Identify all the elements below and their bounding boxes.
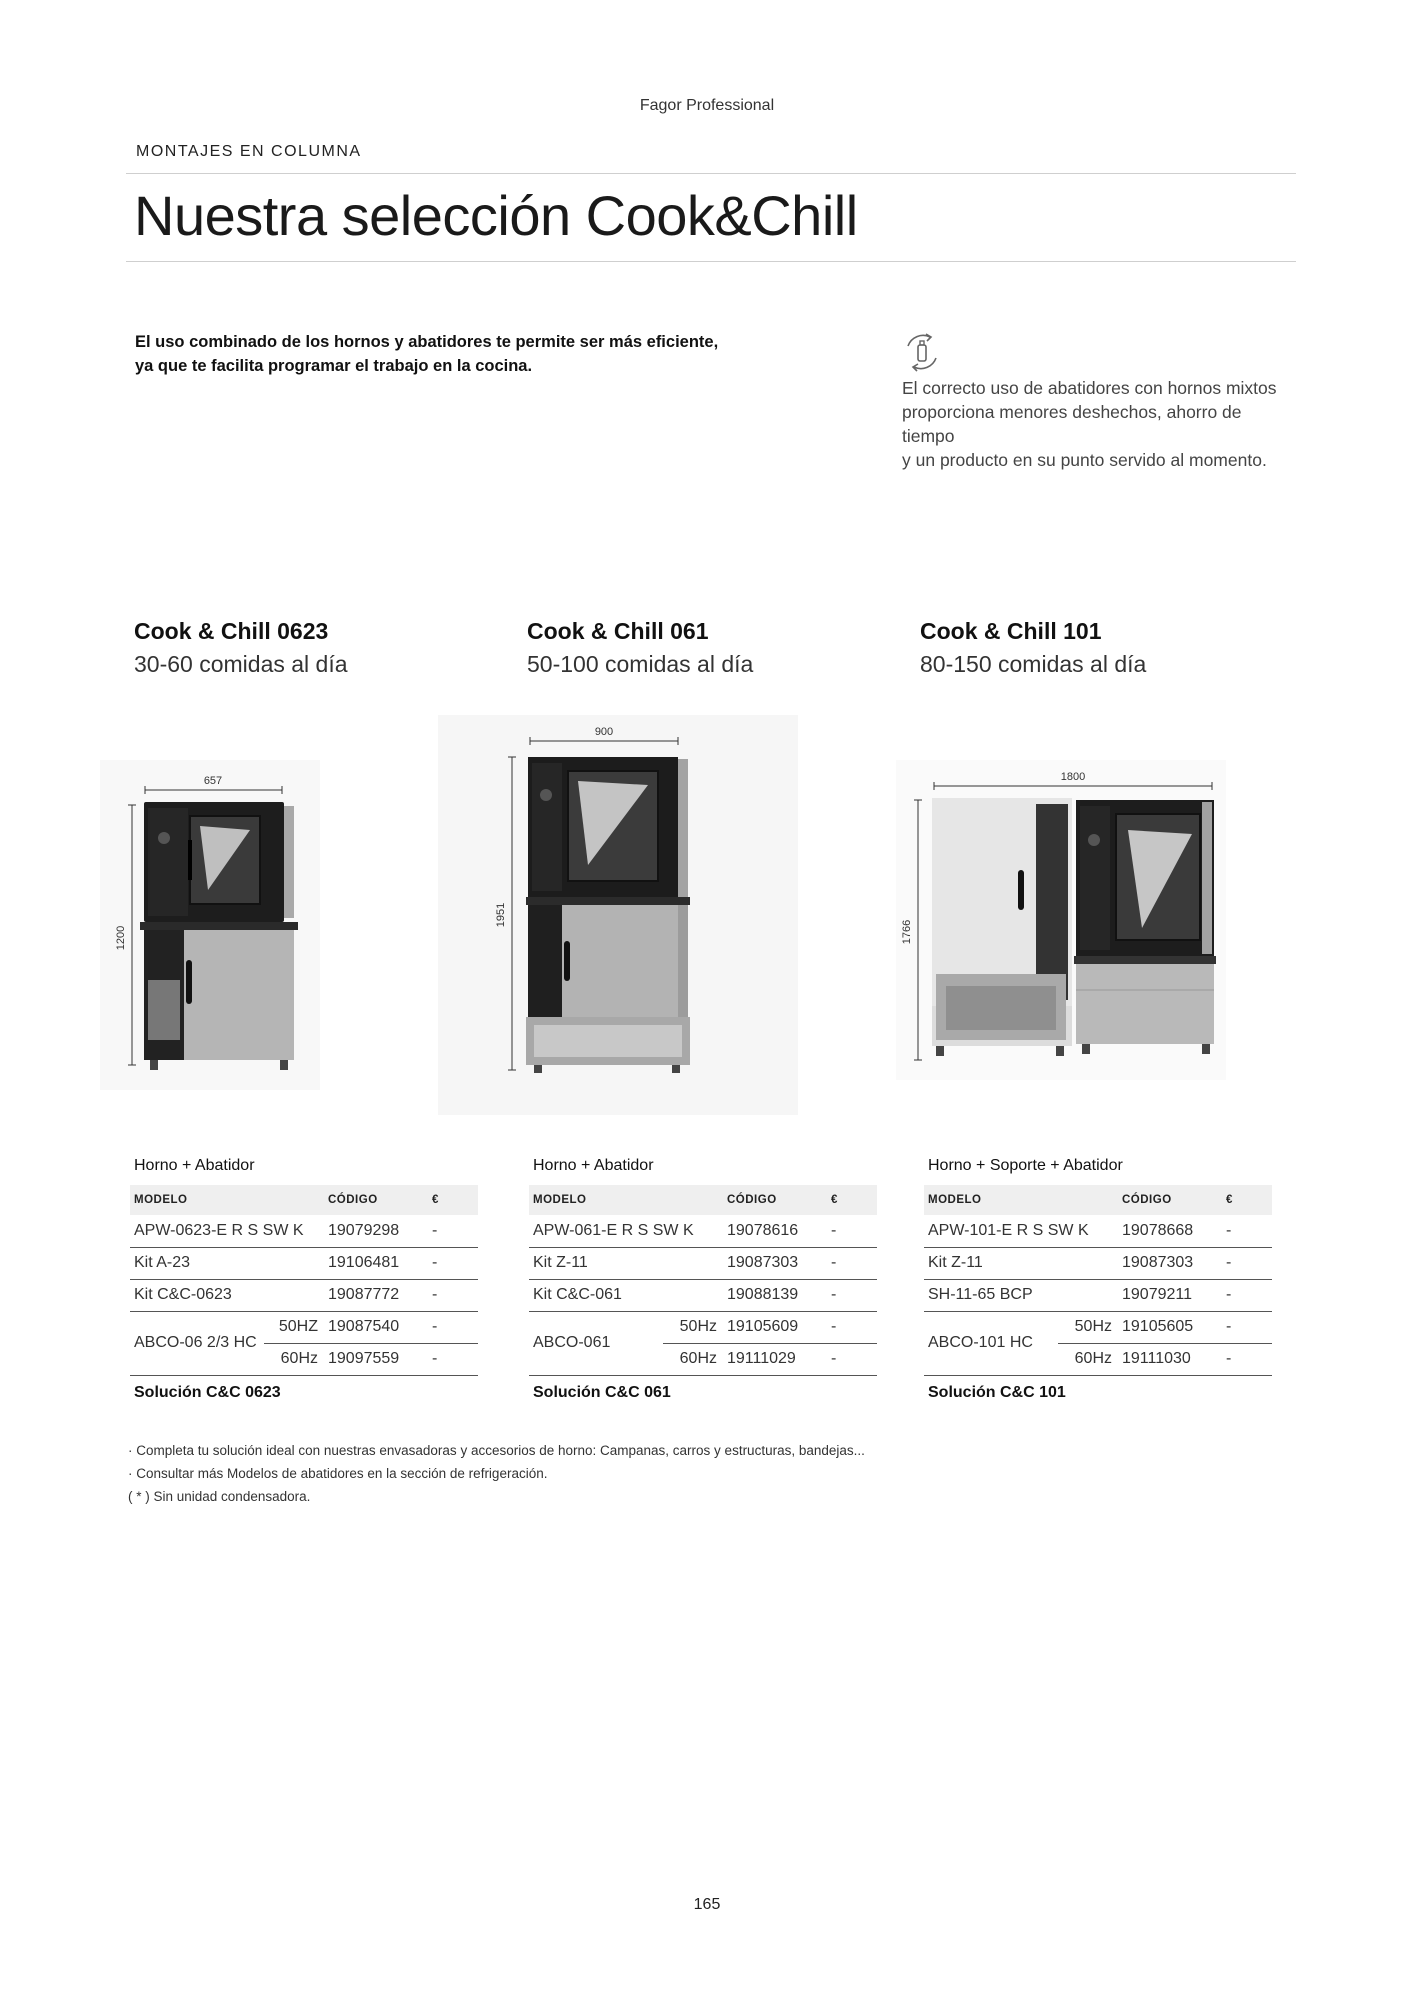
- product-capacity: 50-100 comidas al día: [527, 651, 754, 677]
- side-line: El correcto uso de abatidores con hornos mixtos: [902, 378, 1277, 398]
- page-title: Nuestra selección Cook&Chill: [134, 184, 858, 247]
- frequency-cell: 50Hz: [663, 1311, 723, 1343]
- product-capacity: 80-150 comidas al día: [920, 651, 1147, 677]
- code-cell: 19111029: [723, 1343, 827, 1375]
- model-cell: Kit C&C-0623: [130, 1279, 324, 1311]
- intro-line: ya que te facilita programar el trabajo en la cocina.: [135, 357, 533, 375]
- table-row: [130, 1247, 478, 1279]
- product-table-0623: [130, 1155, 478, 1402]
- table-row: [529, 1215, 877, 1247]
- solution-label: Solución C&C 101: [928, 1383, 1066, 1401]
- height-dimension-label: 1766: [901, 919, 913, 945]
- column-header-model: MODELO: [529, 1185, 723, 1215]
- brand-header: Fagor Professional: [639, 97, 775, 114]
- code-cell: 19087303: [723, 1247, 827, 1279]
- frequency-cell: 50HZ: [264, 1311, 324, 1343]
- model-cell: Kit A-23: [130, 1247, 324, 1279]
- table-row: [924, 1279, 1272, 1311]
- title-divider: [126, 261, 1296, 262]
- model-cell: ABCO-06 2/3 HC: [130, 1311, 264, 1375]
- footnote: · Completa tu solución ideal con nuestras envasadoras y accesorios de horno: Campanas, carros y estructuras, bandejas...: [128, 1443, 865, 1458]
- code-cell: 19079298: [324, 1215, 428, 1247]
- table-row: [529, 1279, 877, 1311]
- product-name: Cook & Chill 061: [527, 618, 709, 644]
- table-row: [130, 1279, 478, 1311]
- price-cell: -: [827, 1343, 877, 1375]
- table-row: [130, 1311, 478, 1343]
- code-cell: 19111030: [1118, 1343, 1222, 1375]
- width-dimension-label: 900: [594, 726, 614, 738]
- frequency-cell: 60Hz: [663, 1343, 723, 1375]
- frequency-cell: 50Hz: [1058, 1311, 1118, 1343]
- price-cell: -: [428, 1343, 478, 1375]
- footnotes: [128, 1439, 865, 1508]
- model-cell: APW-0623-E R S SW K: [130, 1215, 324, 1247]
- table-row: [529, 1247, 877, 1279]
- product-heading-061: [527, 618, 887, 678]
- width-dimension-label: 657: [203, 775, 223, 787]
- section-label: MONTAJES EN COLUMNA: [136, 143, 362, 160]
- price-cell: -: [1222, 1215, 1272, 1247]
- height-dimension-label: 1200: [115, 925, 127, 951]
- column-header-model: MODELO: [130, 1185, 324, 1215]
- frequency-cell: 60Hz: [1058, 1343, 1118, 1375]
- code-cell: 19087540: [324, 1311, 428, 1343]
- code-cell: 19106481: [324, 1247, 428, 1279]
- product-name: Cook & Chill 101: [920, 618, 1102, 644]
- table-title: Horno + Soporte + Abatidor: [928, 1157, 1123, 1174]
- product-capacity: 30-60 comidas al día: [134, 651, 348, 677]
- model-cell: ABCO-101 HC: [924, 1311, 1058, 1375]
- top-divider: [126, 173, 1296, 174]
- table-row: [924, 1215, 1272, 1247]
- solution-label: Solución C&C 061: [533, 1383, 671, 1401]
- product-photo-0623: [100, 760, 320, 1090]
- price-cell: -: [827, 1311, 877, 1343]
- code-cell: 19078668: [1118, 1215, 1222, 1247]
- model-cell: Kit C&C-061: [529, 1279, 723, 1311]
- model-cell: SH-11-65 BCP: [924, 1279, 1118, 1311]
- price-cell: -: [428, 1247, 478, 1279]
- model-cell: APW-061-E R S SW K: [529, 1215, 723, 1247]
- price-cell: -: [428, 1311, 478, 1343]
- model-cell: Kit Z-11: [529, 1247, 723, 1279]
- price-cell: -: [827, 1279, 877, 1311]
- price-cell: -: [1222, 1279, 1272, 1311]
- width-dimension-label: 1800: [1060, 771, 1086, 783]
- table-title: Horno + Abatidor: [134, 1157, 255, 1174]
- price-cell: -: [827, 1215, 877, 1247]
- product-table-061: [529, 1155, 877, 1402]
- column-header-code: CÓDIGO: [324, 1185, 428, 1215]
- code-cell: 19087303: [1118, 1247, 1222, 1279]
- product-photo-061: [438, 715, 798, 1115]
- price-cell: -: [428, 1279, 478, 1311]
- product-heading-0623: [134, 618, 494, 678]
- code-cell: 19087772: [324, 1279, 428, 1311]
- price-cell: -: [1222, 1343, 1272, 1375]
- code-cell: 19105605: [1118, 1311, 1222, 1343]
- price-cell: -: [827, 1247, 877, 1279]
- footnote: · Consultar más Modelos de abatidores en la sección de refrigeración.: [128, 1466, 548, 1481]
- frequency-cell: 60Hz: [264, 1343, 324, 1375]
- code-cell: 19088139: [723, 1279, 827, 1311]
- product-photo-101: [896, 760, 1226, 1080]
- table-row: [924, 1247, 1272, 1279]
- side-text: [902, 376, 1292, 472]
- code-cell: 19079211: [1118, 1279, 1222, 1311]
- code-cell: 19078616: [723, 1215, 827, 1247]
- side-line: y un producto en su punto servido al momento.: [902, 450, 1267, 470]
- product-table-101: [924, 1155, 1272, 1402]
- column-header-price: €: [827, 1185, 877, 1215]
- height-dimension-label: 1951: [495, 902, 507, 928]
- product-heading-101: [920, 618, 1280, 678]
- table-row: [924, 1311, 1272, 1343]
- solution-label: Solución C&C 0623: [134, 1383, 281, 1401]
- product-name: Cook & Chill 0623: [134, 618, 329, 644]
- price-cell: -: [428, 1215, 478, 1247]
- table-row: [529, 1311, 877, 1343]
- code-cell: 19097559: [324, 1343, 428, 1375]
- table-title: Horno + Abatidor: [533, 1157, 654, 1174]
- model-cell: Kit Z-11: [924, 1247, 1118, 1279]
- model-cell: APW-101-E R S SW K: [924, 1215, 1118, 1247]
- intro-line: El uso combinado de los hornos y abatidores te permite ser más eficiente,: [135, 333, 719, 351]
- table-row: [130, 1215, 478, 1247]
- model-cell: ABCO-061: [529, 1311, 663, 1375]
- footnote: ( * ) Sin unidad condensadora.: [128, 1489, 311, 1504]
- intro-text: [135, 330, 755, 378]
- price-cell: -: [1222, 1247, 1272, 1279]
- column-header-price: €: [1222, 1185, 1272, 1215]
- column-header-code: CÓDIGO: [1118, 1185, 1222, 1215]
- column-header-model: MODELO: [924, 1185, 1118, 1215]
- page-number: 165: [693, 1896, 721, 1913]
- price-cell: -: [1222, 1311, 1272, 1343]
- side-line: proporciona menores deshechos, ahorro de tiempo: [902, 402, 1242, 446]
- column-header-price: €: [428, 1185, 478, 1215]
- column-header-code: CÓDIGO: [723, 1185, 827, 1215]
- code-cell: 19105609: [723, 1311, 827, 1343]
- recycle-bottle-icon: [900, 330, 944, 374]
